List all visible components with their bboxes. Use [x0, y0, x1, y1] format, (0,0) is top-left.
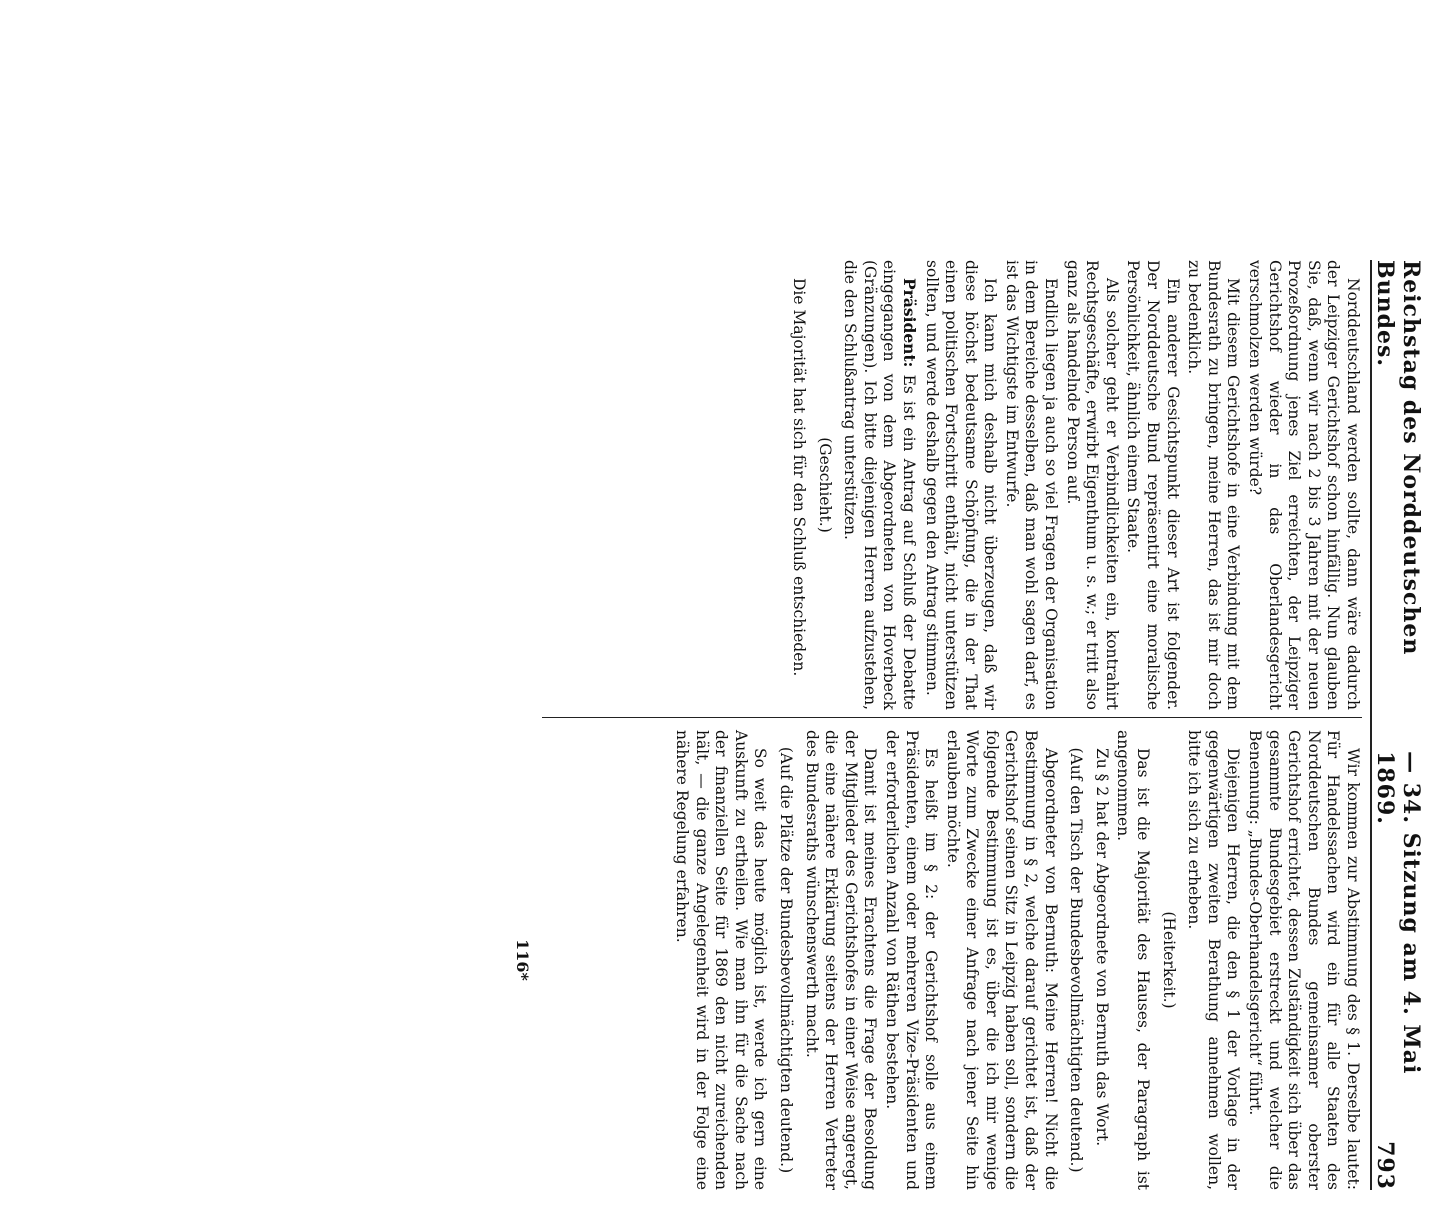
- paragraph: Ich kann mich deshalb nicht überzeugen, daß wir diese höchst bedeutsame Schöpfung, die in der That einen politischen Fortschritt enthält, nicht unterstützen sollten, und werde deshalb gegen den Antrag stimmen.: [922, 260, 1000, 710]
- speaker-name: Präsident:: [899, 278, 919, 368]
- paragraph: Abgeordneter von Bernuth: Meine Herren! Nicht die Bestimmung in § 2, welche darauf gerichtet ist, daß der Gerichtshof seinen Sitz in Leipzig haben soll, sondern die folgende Bestimmung ist es, über die ich mir wenige Worte zum Zwecke einer Anfrage nach jener Seite hin erlauben möchte.: [943, 730, 1060, 1190]
- paragraph: Mit diesem Gerichtshofe in eine Verbindung mit dem Bundesrath zu bringen, meine Herren, das ist mir doch zu bedenklich.: [1185, 260, 1243, 710]
- paragraph: So weit das heute möglich ist, werde ich gern eine Auskunft zu ertheilen. Wie man ihn für die Sache nach der finanziellen Seite für 1869 den nicht zureichenden hält, — die ganze Angelegenheit wird in der Folge eine nähere Regelung erfahren.: [673, 730, 770, 1190]
- paragraph: Ein anderer Gesichtspunkt dieser Art ist folgender. Der Norddeutsche Bund repräsentirt eine moralische Persönlichkeit, ähnlich einem Staate.: [1124, 260, 1182, 710]
- paragraph: Diejenigen Herren, die den § 1 der Vorlage in der gegenwärtigen zweiten Berathung annehmen wollen, bitte ich sich zu erheben.: [1185, 730, 1243, 1190]
- paragraph: Damit ist meines Erachtens die Frage der Besoldung der Mitglieder des Gerichtshofes in einer Weise angeregt, die eine nähere Erklärung seitens der Herren Vertreter des Bundesraths wünschenswerth macht.: [802, 730, 880, 1190]
- paragraph: Norddeutschland werden sollte, dann wäre dadurch der Leipziger Gerichtshof schon hinfällig. Nun glauben Sie, daß, wenn wir nach 2 bis 3 Jahren mit der neuen Prozeßordnung jenes Ziel erreichten, der Leipziger Gerichtshof wieder in das Oberlandesgericht verschmolzen werden würde?: [1246, 260, 1362, 710]
- page-header: [1370, 260, 1424, 1190]
- paragraph: Zu § 2 hat der Abgeordnete von Bernuth das Wort.: [1092, 748, 1111, 1147]
- paragraph: Das ist die Majorität des Hauses, der Paragraph ist angenommen.: [1114, 730, 1153, 1190]
- stage-direction: (Auf die Plätze der Bundesbevollmächtigten deutend.): [776, 746, 795, 1174]
- closing-text: Die Majorität hat sich für den Schluß entschieden.: [789, 278, 808, 677]
- header-session: — 34. Sitzung am 4. Mai 1869.: [1372, 751, 1424, 1075]
- paragraph: Wir kommen zur Abstimmung des § 1. Derselbe lautet: Für Handelssachen wird ein für alle Staaten des Norddeutschen Bundes gemeinsamer oberster Gerichtshof errichtet, dessen Zuständigkeit sich über das gesammte Bundesgebiet erstreckt und welcher die Benennung: „Bundes-Oberhandelsgericht“ führt.: [1246, 730, 1362, 1190]
- statement-text: Es ist ein Antrag auf Schluß der Debatte eingegangen von dem Abgeordneten von Hoverbeck (Gränzungen). Ich bitte diejenigen Herren aufzustehen, die den Schlußantrag unterstützen.: [841, 260, 918, 710]
- stage-direction: (Auf den Tisch der Bundesbevollmächtigten deutend.): [1067, 747, 1086, 1173]
- stage-direction: (Geschieht.): [815, 437, 834, 533]
- column-divider: [542, 717, 1362, 718]
- left-column: [786, 260, 1362, 710]
- header-page-number: 793: [1372, 1141, 1398, 1190]
- page-footer-number: 116*: [513, 939, 532, 981]
- header-title: Reichstag des Norddeutschen Bundes.: [1372, 260, 1424, 656]
- president-statement: [840, 260, 919, 710]
- document-page: [0, 220, 1432, 1220]
- stage-direction: (Heiterkeit.): [1159, 911, 1178, 1009]
- paragraph: Als solcher geht er Verbindlichkeiten ein, kontrahirt Rechtsgeschäfte, erwirbt Eigenthum u. s. w.; er tritt also ganz als handelnde Person auf.: [1063, 260, 1121, 710]
- paragraph: Es heißt im § 2: der Gerichtshof solle aus einem Präsidenten, einem oder mehreren Vize-Präsidenten und der erforderlichen Anzahl von Räthen bestehen.: [882, 730, 941, 1190]
- right-column: [669, 730, 1362, 1190]
- paragraph: Endlich liegen ja auch so viel Fragen der Organisation in dem Bereiche desselben, daß man wohl sagen darf, es ist das Wichtigste im Entwurfe.: [1002, 260, 1061, 710]
